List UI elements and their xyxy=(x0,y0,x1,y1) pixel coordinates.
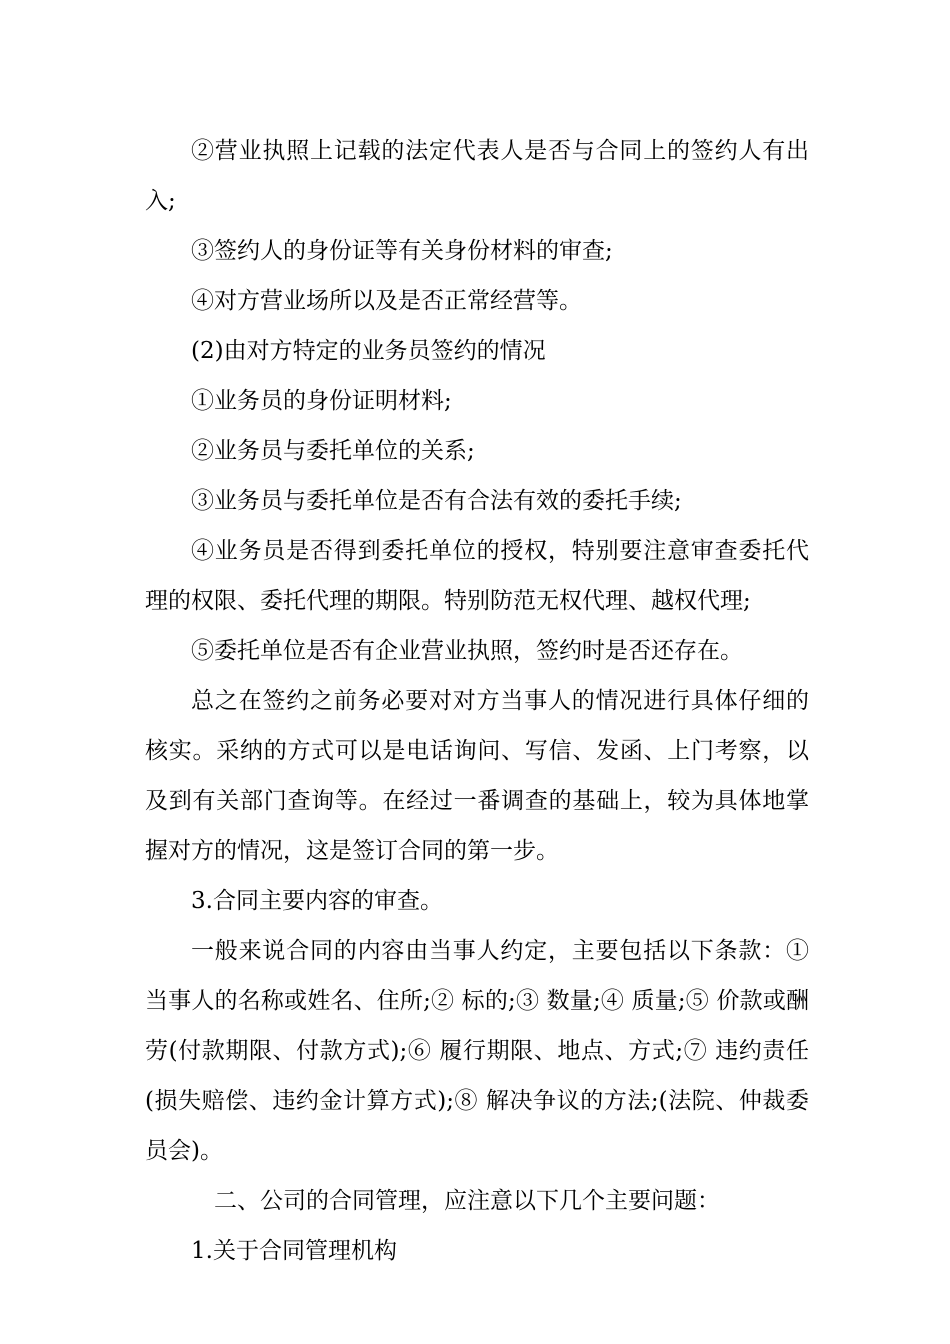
document-body xyxy=(145,126,809,1276)
paragraph-section-3-heading: 3.合同主要内容的审查。 xyxy=(191,888,443,914)
paragraph-entrust-procedure: ③业务员与委托单位是否有合法有效的委托手续; xyxy=(191,488,682,514)
paragraph-salesperson-relation: ②业务员与委托单位的关系; xyxy=(191,438,475,464)
paragraph-salesperson-heading: (2)由对方特定的业务员签约的情况 xyxy=(191,338,546,364)
paragraph-business-premises: ④对方营业场所以及是否正常经营等。 xyxy=(191,288,582,314)
paragraph-contract-clauses: 一般来说合同的内容由当事人约定，主要包括以下条款：①当事人的名称或姓名、住所;② 标的;③ 数量;④ 质量;⑤ 价款或酬劳(付款期限、付款方式);⑥ 履行期限、地点、方式;⑦ 违约责任(损失赔偿、违约金计算方式);⑧ 解决争议的方法;(法院、仲裁委员会)。 xyxy=(145,938,809,1164)
paragraph-entrusting-unit-license: ⑤委托单位是否有企业营业执照，签约时是否还存在。 xyxy=(191,638,743,664)
paragraph-signer-id-review: ③签约人的身份证等有关身份材料的审查; xyxy=(191,238,613,264)
paragraph-authorization: ④业务员是否得到委托单位的授权，特别要注意审查委托代理的权限、委托代理的期限。特别防范无权代理、越权代理; xyxy=(145,538,809,614)
paragraph-part-2-heading: 二、公司的合同管理，应注意以下几个主要问题： xyxy=(214,1188,720,1214)
paragraph-license-legal-rep: ②营业执照上记载的法定代表人是否与合同上的签约人有出入; xyxy=(145,138,809,214)
paragraph-management-body-heading: 1.关于合同管理机构 xyxy=(191,1238,397,1264)
paragraph-summary-verification: 总之在签约之前务必要对对方当事人的情况进行具体仔细的核实。采纳的方式可以是电话询问、写信、发函、上门考察，以及到有关部门查询等。在经过一番调查的基础上，较为具体地掌握对方的情况，这是签订合同的第一步。 xyxy=(145,688,809,864)
paragraph-salesperson-id: ①业务员的身份证明材料; xyxy=(191,388,452,414)
